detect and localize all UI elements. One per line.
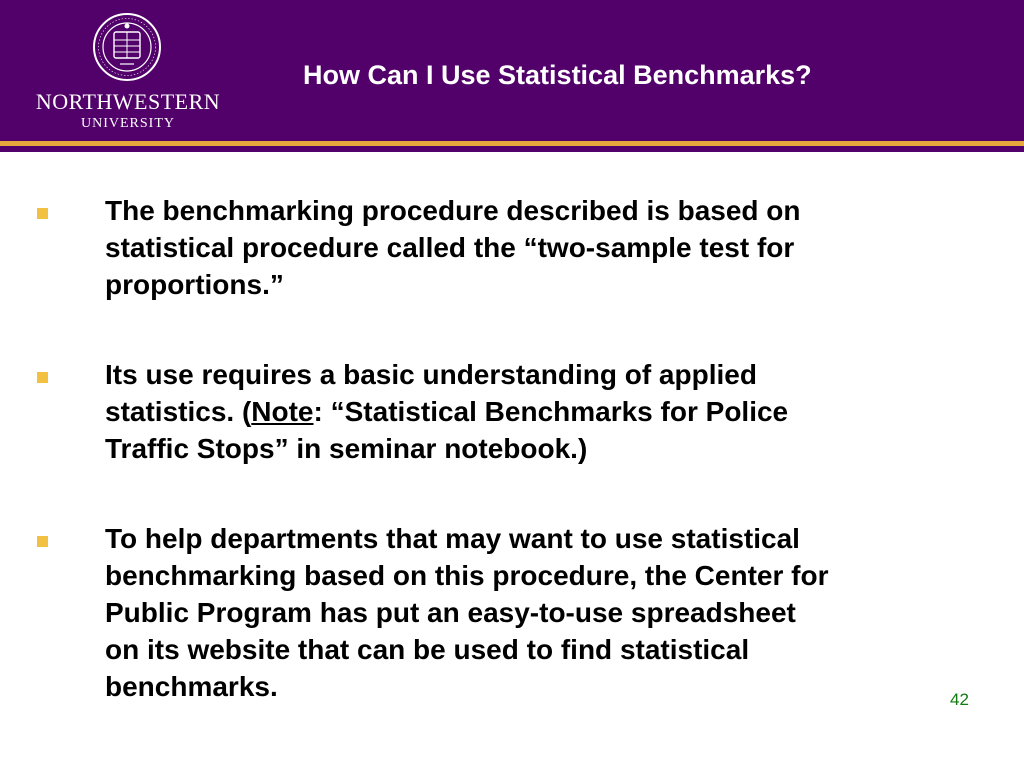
bullet-marker-icon [37,372,48,383]
university-seal-icon [92,12,162,82]
purple-divider [0,146,1024,152]
bullet-line: on its website that can be used to find statistical [105,634,750,665]
title-bar [0,0,1024,141]
bullet-line: benchmarking based on this procedure, the Center for [105,560,829,591]
bullet-line-start: statistics. ( [105,396,252,427]
bullet-text [105,520,1005,705]
page-number: 42 [950,690,969,709]
bullet-line: The benchmarking procedure described is based on [105,195,801,226]
logo-wordmark-sub: UNIVERSITY [81,116,175,131]
bullet-marker-icon [37,536,48,547]
logo-wordmark: NORTHWESTERN [35,89,221,114]
bullet-line: proportions.” [105,269,284,300]
bullet-text [105,192,1005,303]
bullet-line: To help departments that may want to use statistical [105,523,800,554]
bullet-line [105,393,1005,430]
bullet-line: Its use requires a basic understanding of applied [105,359,757,390]
bullet-line: Traffic Stops” in seminar notebook.) [105,433,588,464]
bullet-text [105,356,1005,467]
slide-title: How Can I Use Statistical Benchmarks? [303,60,812,90]
bullet-line: statistical procedure called the “two-sample test for [105,232,795,263]
bullet-line: Public Program has put an easy-to-use spreadsheet [105,597,796,628]
note-label: Note [251,396,314,427]
note-reference: : “Statistical Benchmarks for Police [313,396,789,427]
bullet-marker-icon [37,208,48,219]
bullet-line: benchmarks. [105,671,278,702]
northwestern-logo [28,12,228,136]
